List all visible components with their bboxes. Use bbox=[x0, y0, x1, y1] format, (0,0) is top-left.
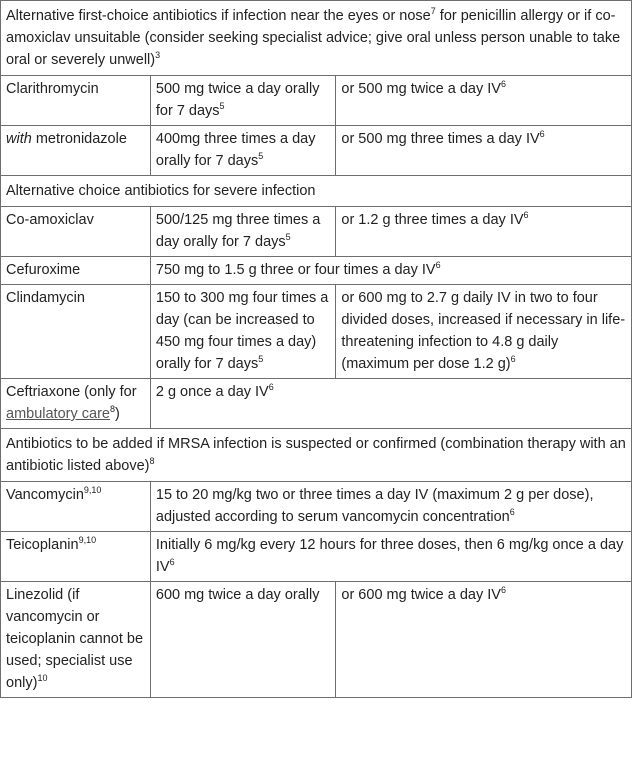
heading-text: Alternative choice antibiotics for severe infection bbox=[6, 183, 316, 199]
drug-cell bbox=[1, 482, 151, 532]
ref: 6 bbox=[435, 260, 441, 270]
dose-text: or 600 mg twice a day IV bbox=[341, 587, 501, 603]
heading-ref: 3 bbox=[155, 50, 161, 60]
heading-text: Alternative first-choice antibiotics if infection near the eyes or nose bbox=[6, 8, 431, 24]
drug-cell bbox=[1, 379, 151, 429]
drug-name-suffix: ) bbox=[114, 406, 120, 422]
dose-text: 2 g once a day IV bbox=[155, 384, 269, 400]
oral-dose-cell bbox=[150, 285, 336, 379]
table-row bbox=[1, 582, 632, 698]
dose-text: or 500 mg twice a day IV bbox=[341, 81, 501, 97]
dose-text: 500 mg twice a day orally for 7 days bbox=[155, 81, 320, 119]
dose-text: 750 mg to 1.5 g three or four times a day IV bbox=[155, 262, 436, 278]
ref: 5 bbox=[258, 354, 264, 364]
drug-name: Clarithromycin bbox=[6, 81, 99, 97]
drug-cell bbox=[1, 126, 151, 176]
drug-cell bbox=[1, 76, 151, 126]
ref: 5 bbox=[285, 232, 291, 242]
drug-name: Linezolid (if vancomycin or teicoplanin cannot be used; specialist use only) bbox=[6, 587, 144, 691]
section-heading-row bbox=[1, 1, 632, 76]
drug-name: Cefuroxime bbox=[6, 262, 81, 278]
table-row bbox=[1, 285, 632, 379]
dose-text: 400mg three times a day orally for 7 days bbox=[155, 131, 316, 169]
dose-text: 15 to 20 mg/kg two or three times a day IV (maximum 2 g per dose), adjusted according to serum vancomycin concentration bbox=[155, 487, 594, 525]
dose-text: 600 mg twice a day orally bbox=[155, 587, 320, 603]
table-row bbox=[1, 207, 632, 257]
dose-text: or 1.2 g three times a day IV bbox=[341, 212, 524, 228]
dose-cell bbox=[150, 379, 631, 429]
ref: 6 bbox=[500, 585, 506, 595]
ref: 9,10 bbox=[78, 535, 97, 545]
table-row bbox=[1, 532, 632, 582]
ref: 6 bbox=[500, 79, 506, 89]
drug-name: Co-amoxiclav bbox=[6, 212, 94, 228]
drug-name: Vancomycin bbox=[6, 487, 84, 503]
ref: 6 bbox=[523, 210, 529, 220]
ref: 6 bbox=[509, 507, 515, 517]
drug-name: metronidazole bbox=[31, 131, 127, 147]
ambulatory-care-link[interactable]: ambulatory care bbox=[6, 406, 110, 422]
drug-cell bbox=[1, 257, 151, 285]
ref: 8 bbox=[109, 404, 115, 414]
ref: 9,10 bbox=[83, 485, 102, 495]
table-row bbox=[1, 126, 632, 176]
ref: 5 bbox=[219, 101, 225, 111]
drug-name: Ceftriaxone (only for bbox=[6, 384, 137, 400]
table-row bbox=[1, 257, 632, 285]
drug-name: Clindamycin bbox=[6, 290, 85, 306]
dose-cell bbox=[150, 482, 631, 532]
table-row bbox=[1, 379, 632, 429]
section-heading-row bbox=[1, 176, 632, 207]
iv-dose-cell bbox=[336, 207, 632, 257]
dose-text: or 500 mg three times a day IV bbox=[341, 131, 540, 147]
drug-cell bbox=[1, 582, 151, 698]
drug-cell bbox=[1, 532, 151, 582]
dose-text: 500/125 mg three times a day orally for 7 days bbox=[155, 212, 321, 250]
oral-dose-cell bbox=[150, 582, 336, 698]
heading-ref: 7 bbox=[430, 6, 436, 16]
iv-dose-cell bbox=[336, 582, 632, 698]
iv-dose-cell bbox=[336, 76, 632, 126]
dose-cell bbox=[150, 257, 631, 285]
section-heading bbox=[1, 1, 632, 76]
dose-text: Initially 6 mg/kg every 12 hours for three doses, then 6 mg/kg once a day IV bbox=[155, 537, 624, 575]
oral-dose-cell bbox=[150, 126, 336, 176]
oral-dose-cell bbox=[150, 76, 336, 126]
dose-text: or 600 mg to 2.7 g daily IV in two to four divided doses, increased if necessary in life-threatening infection to 4.8 g daily (maximum per dose 1.2 g) bbox=[341, 290, 626, 372]
ref: 5 bbox=[258, 151, 264, 161]
ref: 10 bbox=[37, 673, 48, 683]
dose-text: 150 to 300 mg four times a day (can be increased to 450 mg four times a day) orally for 7 days bbox=[155, 290, 329, 372]
drug-cell bbox=[1, 207, 151, 257]
ref: 6 bbox=[539, 129, 545, 139]
ref: 6 bbox=[169, 557, 175, 567]
section-heading bbox=[1, 176, 632, 207]
ref: 6 bbox=[268, 382, 274, 392]
ref: 6 bbox=[510, 354, 516, 364]
iv-dose-cell bbox=[336, 285, 632, 379]
heading-text: Antibiotics to be added if MRSA infection is suspected or confirmed (combination therapy with an antibiotic listed above) bbox=[6, 436, 626, 474]
drug-cell bbox=[1, 285, 151, 379]
dose-cell bbox=[150, 532, 631, 582]
heading-text: for penicillin allergy or if co-amoxiclav unsuitable (consider seeking specialist advice; give oral unless person unable to take oral or severely unwell) bbox=[6, 8, 621, 68]
heading-ref: 8 bbox=[149, 456, 155, 466]
drug-prefix: with bbox=[6, 131, 32, 147]
table-row bbox=[1, 482, 632, 532]
drug-name: Teicoplanin bbox=[6, 537, 79, 553]
section-heading bbox=[1, 429, 632, 482]
table-row bbox=[1, 76, 632, 126]
section-heading-row bbox=[1, 429, 632, 482]
iv-dose-cell bbox=[336, 126, 632, 176]
oral-dose-cell bbox=[150, 207, 336, 257]
